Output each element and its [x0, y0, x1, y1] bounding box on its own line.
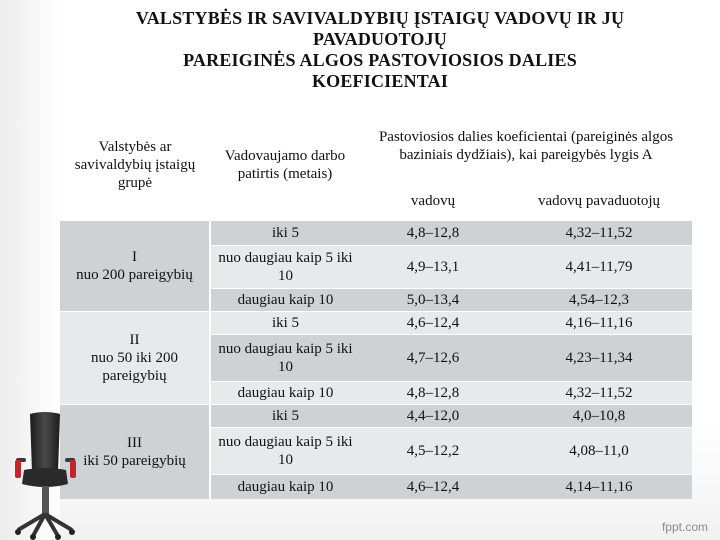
vadovu-cell: 4,8–12,8: [360, 221, 506, 246]
coefficients-table: [60, 110, 692, 499]
watermark: fppt.com: [661, 520, 708, 534]
header-experience: Vadovaujamo darbo patirtis (metais): [210, 110, 360, 221]
group-name: II: [129, 332, 140, 348]
experience-cell: nuo daugiau kaip 5 iki 10: [210, 246, 360, 289]
experience-cell: daugiau kaip 10: [210, 382, 360, 405]
pavaduotoju-cell: 4,32–11,52: [506, 382, 692, 405]
header-group: Valstybės ar savivaldybių įstaigų grupė: [60, 110, 210, 221]
experience-cell: iki 5: [210, 312, 360, 335]
group-desc: nuo 200 pareigybių: [76, 267, 193, 283]
table-row: [60, 405, 692, 428]
experience-cell: nuo daugiau kaip 5 iki 10: [210, 428, 360, 475]
page-title: [60, 8, 700, 92]
pavaduotoju-cell: 4,16–11,16: [506, 312, 692, 335]
pavaduotoju-cell: 4,54–12,3: [506, 289, 692, 312]
office-chair-icon: [8, 410, 83, 540]
pavaduotoju-cell: 4,0–10,8: [506, 405, 692, 428]
header-vadovu: vadovų: [360, 182, 506, 221]
experience-cell: daugiau kaip 10: [210, 289, 360, 312]
vadovu-cell: 4,8–12,8: [360, 382, 506, 405]
vadovu-cell: 4,5–12,2: [360, 428, 506, 475]
group-name: I: [132, 249, 137, 265]
group-name: III: [127, 435, 142, 451]
experience-cell: nuo daugiau kaip 5 iki 10: [210, 335, 360, 382]
vadovu-cell: 4,9–13,1: [360, 246, 506, 289]
experience-cell: iki 5: [210, 405, 360, 428]
vadovu-cell: 4,6–12,4: [360, 475, 506, 500]
vadovu-cell: 4,6–12,4: [360, 312, 506, 335]
vadovu-cell: 4,7–12,6: [360, 335, 506, 382]
table-row: [60, 312, 692, 335]
group-desc: nuo 50 iki 200 pareigybių: [90, 350, 179, 384]
pavaduotoju-cell: 4,08–11,0: [506, 428, 692, 475]
pavaduotoju-cell: 4,14–11,16: [506, 475, 692, 500]
group-desc: iki 50 pareigybių: [83, 453, 186, 469]
vadovu-cell: 4,4–12,0: [360, 405, 506, 428]
header-pavaduotoju: vadovų pavaduotojų: [506, 182, 692, 221]
title-line-2: PAVADUOTOJŲ: [313, 29, 447, 49]
title-line-4: KOEFICIENTAI: [311, 71, 449, 91]
title-line-3: PAREIGINĖS ALGOS PASTOVIOSIOS DALIES: [183, 50, 577, 70]
vadovu-cell: 5,0–13,4: [360, 289, 506, 312]
pavaduotoju-cell: 4,41–11,79: [506, 246, 692, 289]
header-coefficients: Pastoviosios dalies koeficientai (pareiginės algos baziniais dydžiais), kai pareigybės lygis A: [360, 110, 692, 182]
group-cell-II: [60, 312, 210, 405]
pavaduotoju-cell: 4,23–11,34: [506, 335, 692, 382]
group-cell-I: [60, 221, 210, 312]
experience-cell: iki 5: [210, 221, 360, 246]
title-line-1: VALSTYBĖS IR SAVIVALDYBIŲ ĮSTAIGŲ VADOVŲ IR JŲ: [135, 8, 625, 28]
pavaduotoju-cell: 4,32–11,52: [506, 221, 692, 246]
experience-cell: daugiau kaip 10: [210, 475, 360, 500]
table-row: [60, 221, 692, 246]
header-row-1: [60, 110, 692, 182]
